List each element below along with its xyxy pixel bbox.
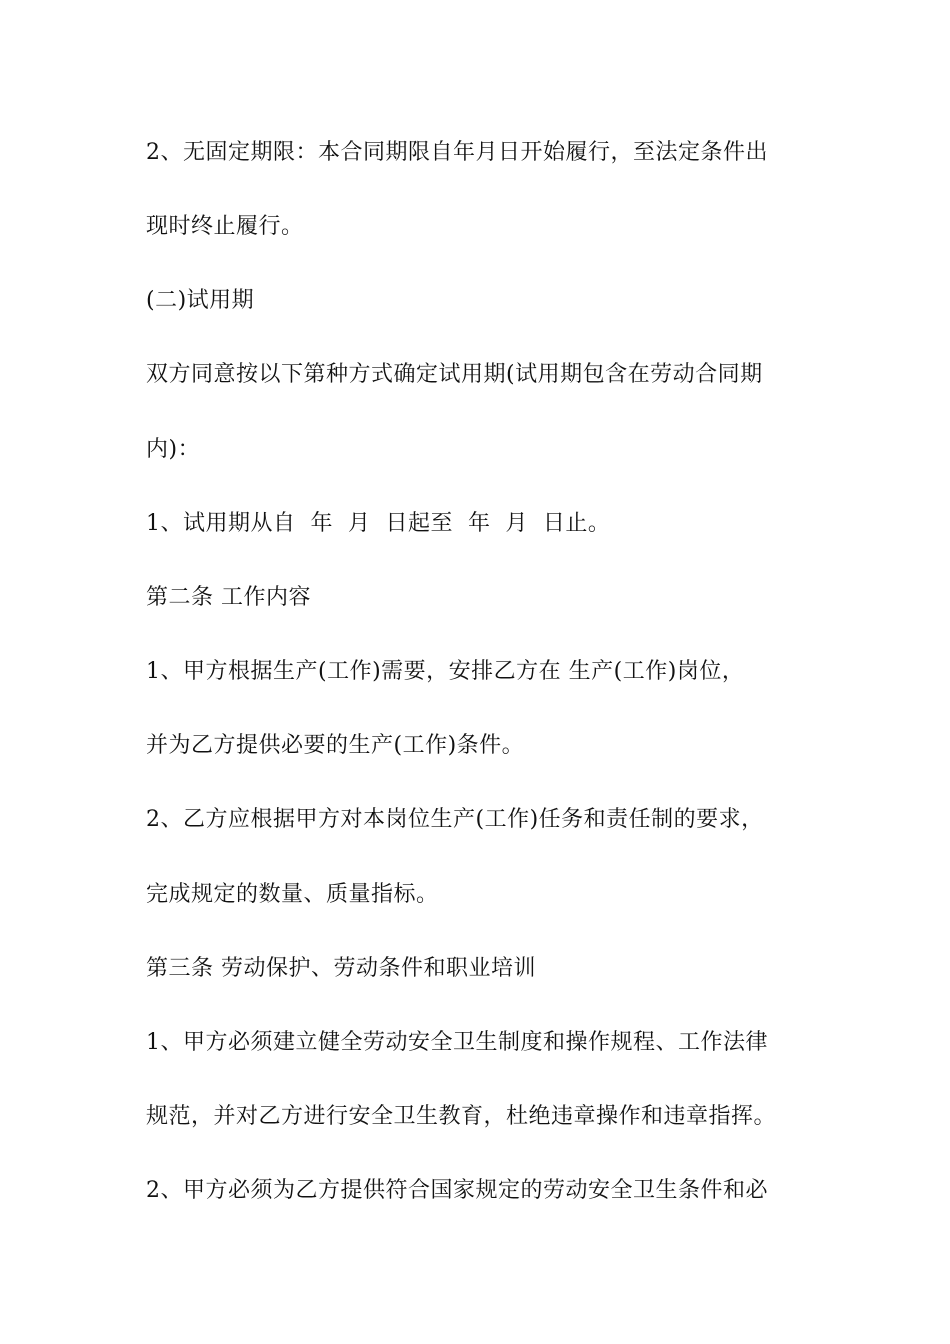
paragraph-line: 内)： [146, 437, 201, 462]
article-heading: 第三条 劳动保护、劳动条件和职业培训 [146, 956, 536, 981]
paragraph-line: 1、甲方根据生产(工作)需要，安排乙方在 生产(工作)岗位， [146, 659, 745, 684]
section-heading: (二)试用期 [146, 288, 255, 313]
paragraph-line: 2、无固定期限：本合同期限自年月日开始履行，至法定条件出 [146, 140, 768, 165]
paragraph-line: 双方同意按以下第种方式确定试用期(试用期包含在劳动合同期 [146, 362, 763, 387]
paragraph-line: 2、乙方应根据甲方对本岗位生产(工作)任务和责任制的要求， [146, 807, 764, 832]
article-heading: 第二条 工作内容 [146, 585, 311, 610]
paragraph-line: 完成规定的数量、质量指标。 [146, 882, 439, 907]
paragraph-line: 1、试用期从自 年 月 日起至 年 月 日止。 [146, 511, 611, 536]
paragraph-line: 1、甲方必须建立健全劳动安全卫生制度和操作规程、工作法律 [146, 1030, 768, 1055]
paragraph-line: 规范，并对乙方进行安全卫生教育，杜绝违章操作和违章指挥。 [146, 1104, 777, 1129]
paragraph-line: 并为乙方提供必要的生产(工作)条件。 [146, 733, 525, 758]
paragraph-line: 现时终止履行。 [146, 214, 304, 239]
paragraph-line: 2、甲方必须为乙方提供符合国家规定的劳动安全卫生条件和必 [146, 1178, 768, 1203]
